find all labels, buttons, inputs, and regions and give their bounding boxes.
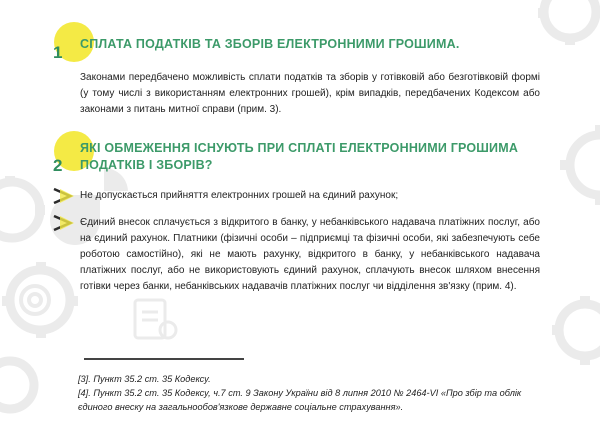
section-2-number: 2 [53,156,63,175]
section-2-heading-line-1: ЯКІ ОБМЕЖЕННЯ ІСНУЮТЬ ПРИ СПЛАТІ ЕЛЕКТРОННИМИ ГРОШИМА [80,141,519,155]
section-1-number: 1 [53,43,63,62]
chevron-right-icon [52,214,78,232]
section-1-heading: СПЛАТА ПОДАТКІВ ТА ЗБОРІВ ЕЛЕКТРОННИМИ ГРОШИМА. [80,37,460,51]
section-1-paragraph: Законами передбачено можливість сплати податків та зборів у готівковій або безготівковій формі (у тому числі з використанням електронних грошей), крім випадків, передбачених Кодексом або законами з питань митної справи (прим. 3). [80,72,540,115]
footnote-3: [3]. Пункт 35.2 ст. 35 Кодексу. [78,374,211,384]
bullet-item-1: Не допускається прийняття електронних грошей на єдиний рахунок; [80,190,399,201]
footnote-4: [4]. Пункт 35.2 ст. 35 Кодексу, ч.7 ст. 9 Закону України від 8 липня 2010 № 2464-VI «Про збір та облік єдиного внеску на загальнообов'язкове державне соціальне страхування». [78,388,522,412]
footnote-divider [84,358,244,360]
bullet-item-2: Єдиний внесок сплачується з відкритого в банку, у небанківського надавача платіжних послуг, або на єдиний рахунок. Платники (фізичні особи – підприємці та фізичні особи, які забезпечують себе роботою самостійно), які не мають рахунку, відкритого в банку, у небанківського надавача платіжних послуг, або не використовують єдиний рахунок, сплачують внесок шляхом внесення готівки через банки, небанківських надавачів платіжних послуг чи відділення зв'язку (прим. 4). [80,217,540,292]
section-2-heading-line-2: ПОДАТКІВ І ЗБОРІВ? [80,158,213,172]
chevron-right-icon [52,187,78,205]
